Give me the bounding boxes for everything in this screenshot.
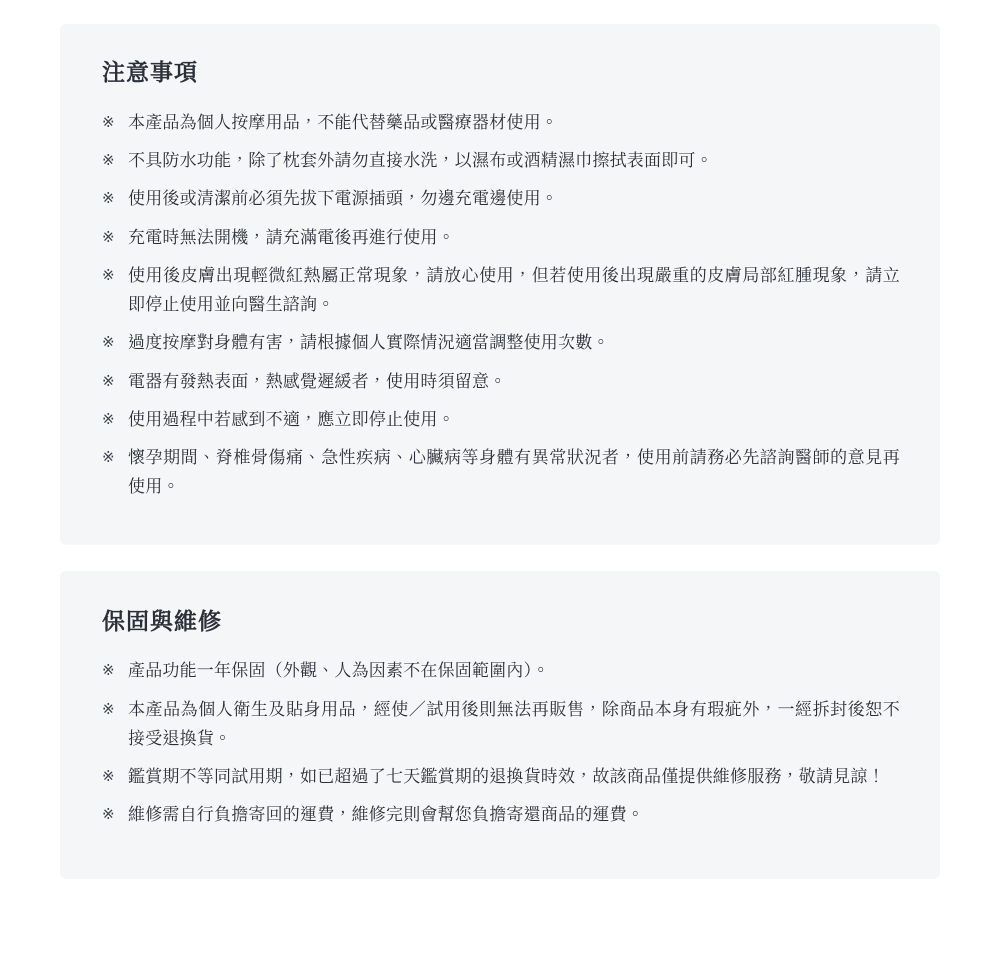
list-item-text: 使用後皮膚出現輕微紅熱屬正常現象，請放心使用，但若使用後出現嚴重的皮膚局部紅腫現象，請立即停止使用並向醫生諮詢。 [128,265,900,315]
list-item-text: 維修需自行負擔寄回的運費，維修完則會幫您負擔寄還商品的運費。 [128,805,644,825]
list-item [102,656,900,685]
list-item-text: 本產品為個人衛生及貼身用品，經使／試用後則無法再販售，除商品本身有瑕疵外，一經拆封後恕不接受退換貨。 [128,699,900,748]
warranty-card [60,571,940,879]
list-item [102,328,900,357]
bullet-icon: ※ [102,410,115,428]
bullet-icon: ※ [102,662,115,680]
list-item-text: 產品功能一年保固（外觀、人為因素不在保固範圍內）。 [128,661,550,681]
list-item-text: 本產品為個人按摩用品，不能代替藥品或醫療器材使用。 [128,112,558,132]
list-item-text: 電器有發熱表面，熱感覺遲緩者，使用時須留意。 [128,371,507,391]
list-item-text: 充電時無法開機，請充滿電後再進行使用。 [128,227,455,247]
bullet-icon: ※ [102,152,115,170]
section-title-warranty: 保固與維修 [102,607,222,634]
list-item [102,405,900,434]
list-item [102,800,900,829]
page-title: 注意事項 [102,59,198,85]
list-item [102,695,900,753]
list-item [102,261,900,319]
bullet-icon: ※ [102,334,115,352]
list-item [102,108,900,137]
precautions-card [60,24,940,545]
bullet-icon: ※ [102,190,115,208]
list-item-text: 使用後或清潔前必須先拔下電源插頭，勿邊充電邊使用。 [128,189,558,209]
bullet-icon: ※ [102,806,115,824]
list-item [102,146,900,175]
list-item [102,443,900,501]
list-item [102,762,900,791]
list-item [102,184,900,213]
list-item [102,223,900,252]
list-item-text: 鑑賞期不等同試用期，如已超過了七天鑑賞期的退換貨時效，故該商品僅提供維修服務，敬請見諒！ [128,767,885,787]
bullet-icon: ※ [102,113,115,131]
list-item-text: 不具防水功能，除了枕套外請勿直接水洗，以濕布或酒精濕巾擦拭表面即可。 [128,151,713,171]
list-item-text: 使用過程中若感到不適，應立即停止使用。 [128,409,455,429]
list-item [102,367,900,396]
bullet-icon: ※ [102,266,115,284]
bullet-icon: ※ [102,372,115,390]
bullet-icon: ※ [102,768,115,786]
bullet-icon: ※ [102,449,115,467]
list-item-text: 過度按摩對身體有害，請根據個人實際情況適當調整使用次數。 [128,333,610,353]
bullet-icon: ※ [102,228,115,246]
bullet-icon: ※ [102,700,115,718]
list-item-text: 懷孕期間、脊椎骨傷痛、急性疾病、心臟病等身體有異常狀況者，使用前請務必先諮詢醫師的意見再使用。 [128,448,900,497]
